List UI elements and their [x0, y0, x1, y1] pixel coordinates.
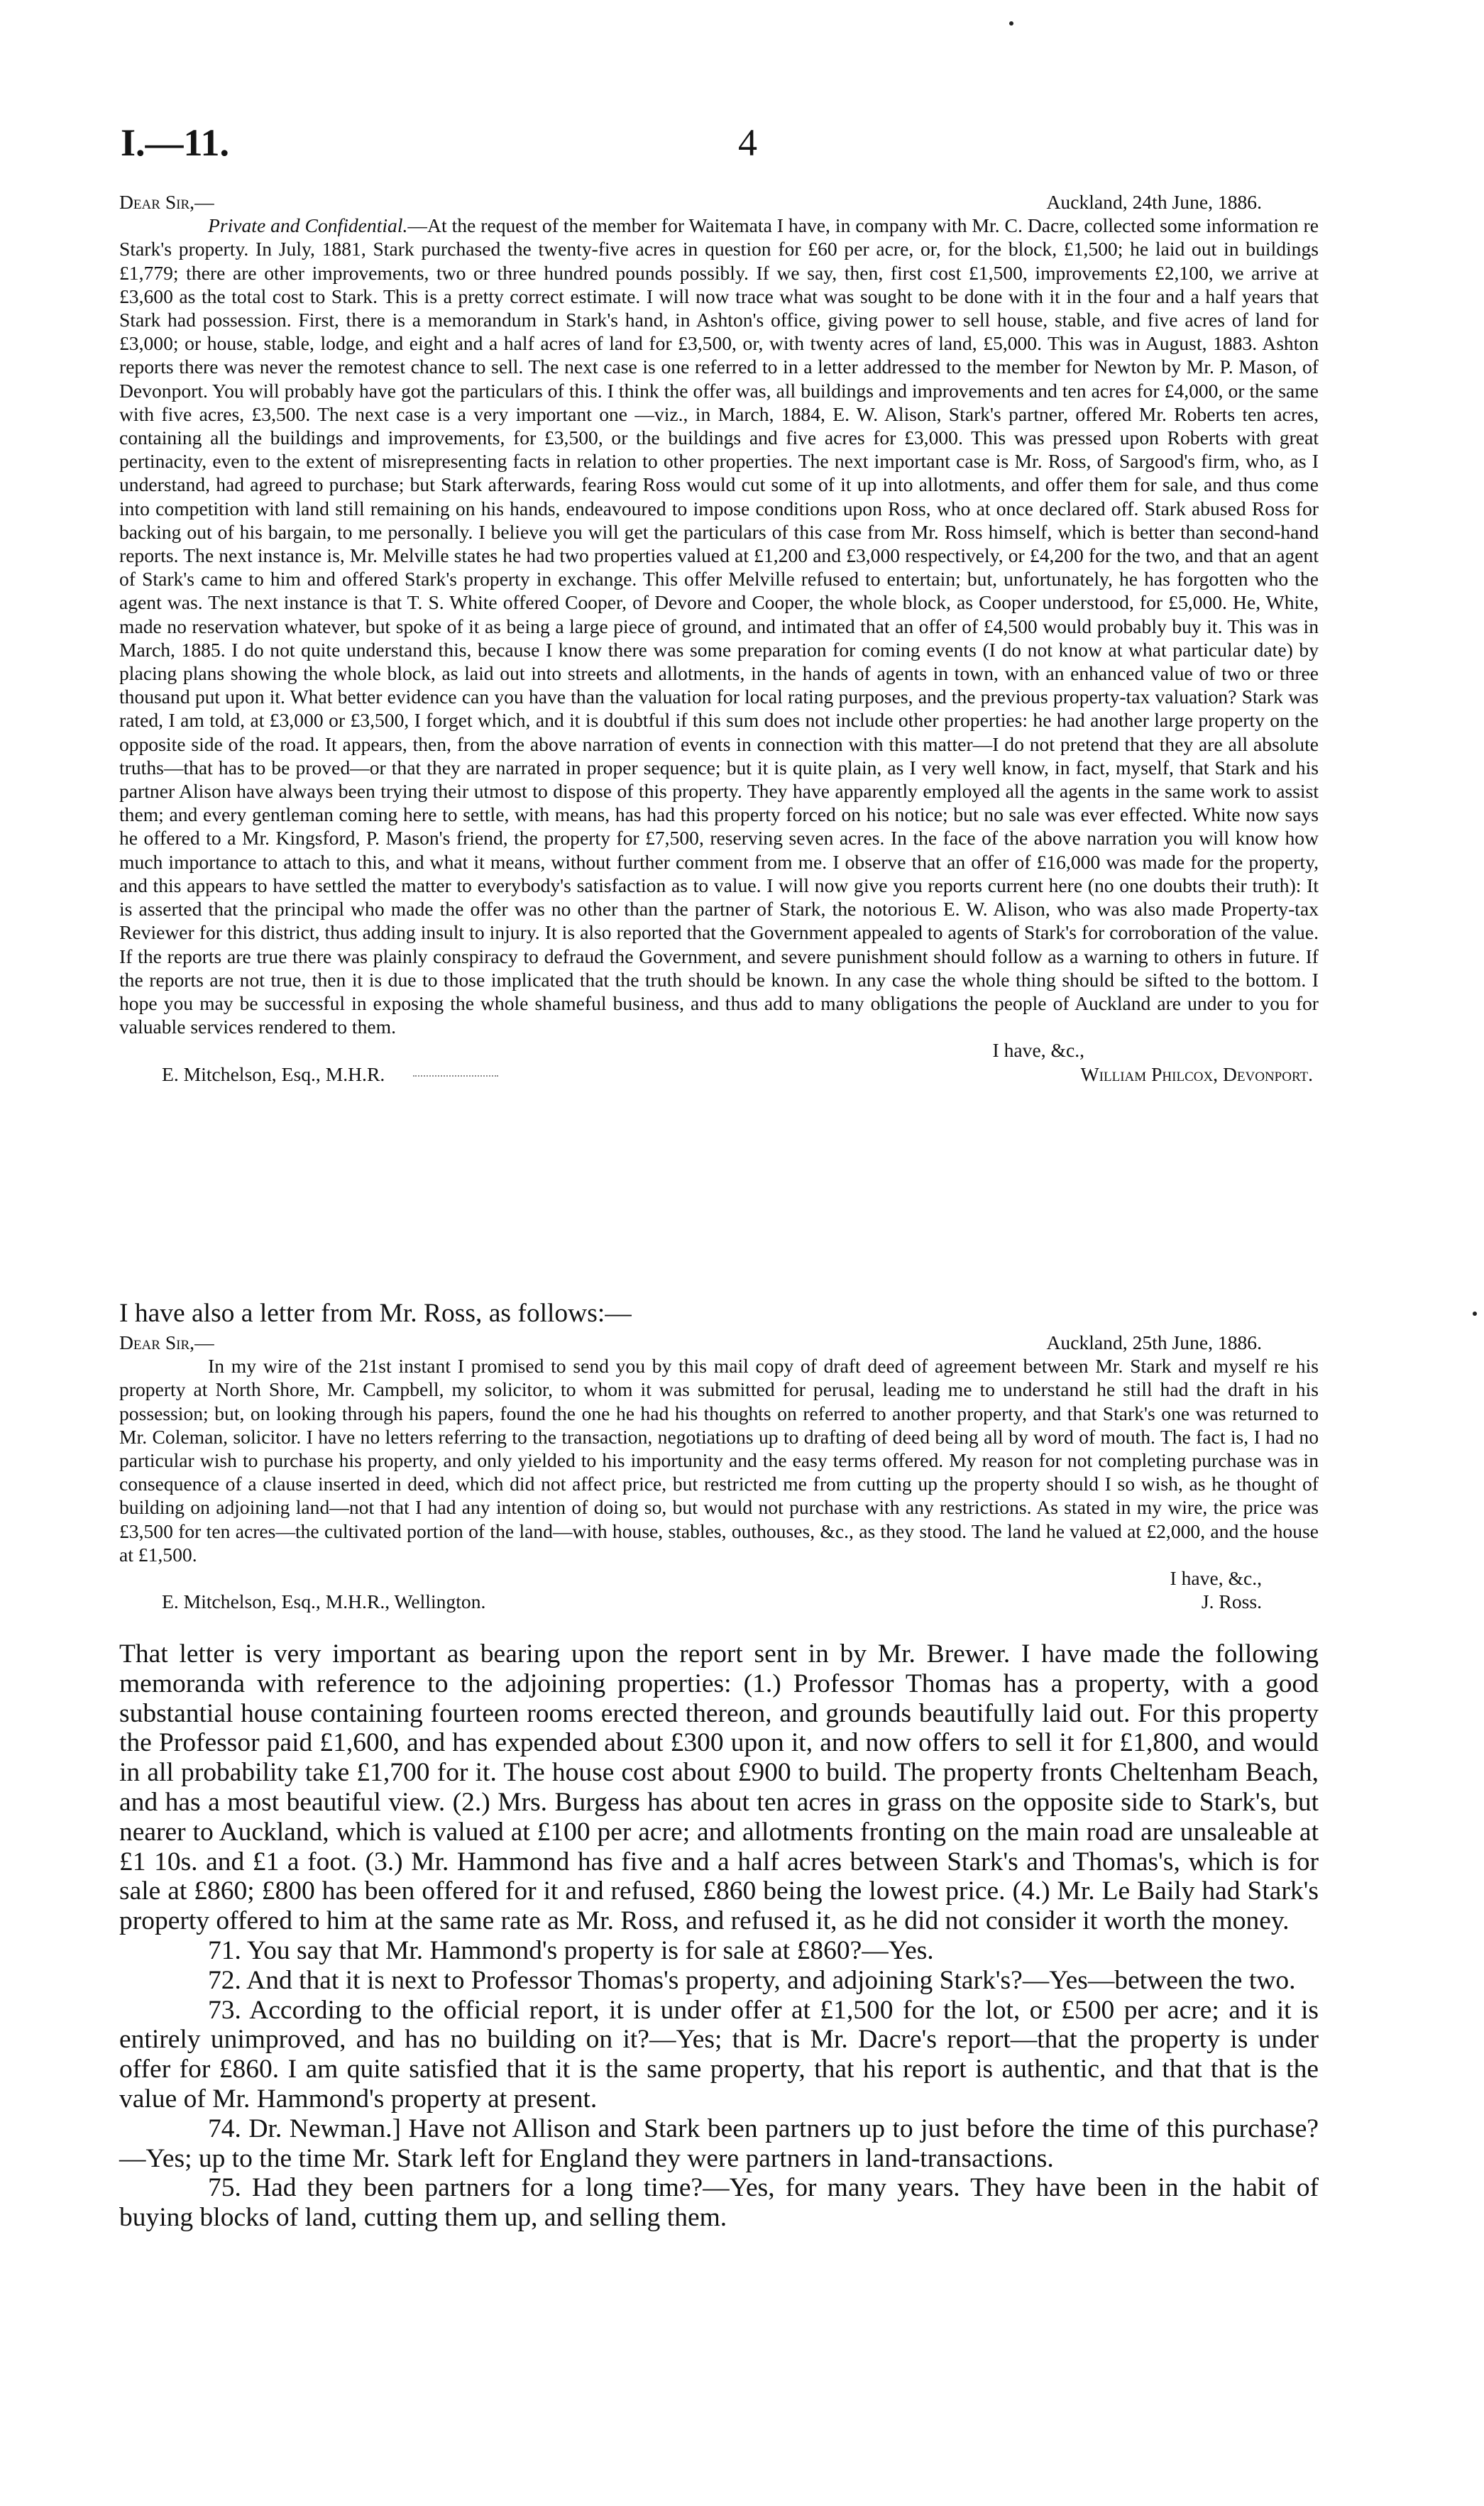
lead-italic: Private and Confidential.: [208, 214, 408, 237]
signature: J. Ross.: [1201, 1590, 1262, 1613]
question-71: 71. You say that Mr. Hammond's property is for sale at £860?—Yes.: [208, 1935, 934, 1965]
question-73: 73. According to the official report, it is under offer at £1,500 for the lot, or £500 per acre; and it is entirely unimproved, and has no building on it?—Yes; that is Mr. Dacre's report—that the property is under offer for £860. I am quite satisfied that it is the same property, that his report is authentic, and that that is the value of Mr. Hammond's property at present.: [119, 1995, 1319, 2114]
salutation: Dear Sir,—: [119, 1331, 214, 1353]
signature: William Philcox, Devonport.: [1080, 1062, 1313, 1085]
salutation: Dear Sir,—: [119, 191, 214, 213]
letter-paragraph: —At the request of the member for Waitemata I have, in company with Mr. C. Dacre, collected some information re Stark's property. In July, 1881, Stark purchased the twenty-five acres in question for £60 per acre, or, for the block, £1,500; he laid out in buildings £1,779; there are other improvements, two or three hundred pounds possibly. If we say, then, first cost £1,500, improvements £2,100, we arrive at £3,600 as the total cost to Stark. This is a pretty correct estimate. I will now trace what was sought to be done with it in the four and a half years that Stark had possession. First, there is a memorandum in Stark's hand, in Ashton's office, giving power to sell house, stable, and five acres of land for £3,000; or house, stable, lodge, and eight and a half acres of land for £3,500, or, with twenty acres of land, £5,000. This was in August, 1883. Ashton reports there was never the remotest chance to sell. The next case is one referred to in a letter addressed to the member for Newton by Mr. P. Mason, of Devonport. You will probably have got the particulars of this. I think the offer was, all buildings and improvements and ten acres for £4,000, or the same with five acres, £3,500. The next case is a very important one —viz., in March, 1884, E. W. Alison, Stark's partner, offered Mr. Roberts ten acres, containing all the buildings and improvements, for £3,500, or the buildings and five acres for £3,000. This was pressed upon Roberts with great pertinacity, even to the extent of misrepresenting facts in relation to other properties. The next important case is Mr. Ross, of Sargood's firm, who, as I understand, had agreed to purchase; but Stark afterwards, fearing Ross would cut some of it up into allotments, and offer them for sale, and thus come into competition with land still remaining on his hands, endeavoured to impose conditions upon Ross, who at once declared off. Stark abused Ross for backing out of his bargain, to me personally. I believe you will get the particulars of this case from Mr. Ross himself, which is better than second-hand reports. The next instance is, Mr. Melville states he had two properties valued at £1,200 and £3,000 respectively, or £4,200 for the two, and that an agent of Stark's came to him and offered Stark's property in exchange. This offer Melville refused to entertain; but, unfortunately, he has forgotten who the agent was. The next instance is that T. S. White offered Cooper, of Devore and Cooper, the whole block, as Cooper understood, for £5,000. He, White, made no reservation whatever, but spoke of it as being a large piece of ground, and intimated that an offer of £4,500 would probably buy it. This was in March, 1885. I do not quite understand this, because I know there was some preparation for coming events (I do not know at what particular date) by placing plans showing the whole block, as laid out into streets and allotments, in the hands of agents in town, with an enhanced value of two or three thousand put upon it. What better evidence can you have than the valuation for local rating purposes, and the previous property-tax valuation? Stark was rated, I am told, at £3,000 or £3,500, I forget which, and it is doubtful if this sum does not include other properties: he had another large property on the opposite side of the road. It appears, then, from the above narration of events in connection with this matter—I do not pretend that they are all absolute truths—that has to be proved—or that they are narrated in proper sequence; but it is quite plain, as I very well know, in fact, myself, that Stark and his partner Alison have always been trying their utmost to dispose of this property. They have apparently employed all the agents in the same work to assist them; and every gentleman coming here to settle, with means, has had this property forced on his notice; but no sale was ever effected. White now says he offered to a Mr. Kingsford, P. Mason's friend, the property for £7,500, reserving seven acres. In the face of the above narration you will know how much importance to attach to this, and what it means, without further comment from me. I observe that an offer of £16,000 was made for the property, and this appears to have settled the matter to everybody's satisfaction as to value. I will now give you reports current here (no one doubts their truth): It is asserted that the principal who made the offer was no other than the partner of Stark, the notorious E. W. Alison, who was also made Property-tax Reviewer for this district, thus adding insult to injury. It is also reported that the Government appealed to agents of Stark's for corroboration of the value. If the reports are true there was plainly conspiracy to defraud the Government, and severe punishment should follow as a warning to others in future. If the reports are not true, then it is due to those implicated that the truth should be known. In any case the whole thing should be sifted to the bottom. I hope you may be successful in exposing the whole shameful business, and thus add to many obligations the people of Auckland are under to you for valuable services rendered to them.: [119, 214, 1319, 1038]
letter-footer: [119, 1062, 1319, 1086]
question-72: 72. And that it is next to Professor Thomas's property, and adjoining Stark's?—Yes—between the two.: [208, 1965, 1296, 1995]
closing: I have, &c.,: [992, 1039, 1084, 1062]
letter-body: [119, 214, 1319, 1038]
letter-footer: [119, 1590, 1319, 1613]
document-code: I.—11.: [121, 121, 230, 164]
speck: [1009, 21, 1013, 26]
addressee: E. Mitchelson, Esq., M.H.R.: [162, 1062, 498, 1086]
speck: [1473, 1312, 1477, 1316]
question-74: 74. Dr. Newman.] Have not Allison and Stark been partners up to just before the time of this purchase?—Yes; up to the time Mr. Stark left for England they were partners in land-transactions.: [119, 2114, 1319, 2173]
closing: I have, &c.,: [1170, 1567, 1262, 1590]
addressee: E. Mitchelson, Esq., M.H.R., Wellington.: [162, 1590, 486, 1613]
letter-heading: [119, 1331, 1319, 1354]
letter-heading: [119, 190, 1319, 214]
letter-ross: [119, 1331, 1319, 1613]
memoranda-paragraph: That letter is very important as bearing upon the report sent in by Mr. Brewer. I have made the following memoranda with reference to the adjoining properties: (1.) Professor Thomas has a property, with a good substantial house containing fourteen rooms erected thereon, and grounds beautifully laid out. For this property the Professor paid £1,600, and has expended about £300 upon it, and now offers to sell it for £1,800, and would in all probability take £1,700 for it. The house cost about £900 to build. The property fronts Cheltenham Beach, and has a most beautiful view. (2.) Mrs. Burgess has about ten acres in grass on the opposite side to Stark's, but nearer to Auckland, which is valued at £100 per acre; and allotments fronting on the main road are unsaleable at £1 10s. and £1 a foot. (3.) Mr. Hammond has five and a half acres between Stark's and Thomas's, which is for sale at £860; £800 has been offered for it and refused, £860 being the lowest price. (4.) Mr. Le Baily had Stark's property offered to him at the same rate as Mr. Ross, and refused it, as he did not consider it worth the money.: [119, 1639, 1319, 1936]
main-text: [119, 1639, 1319, 2233]
place-date: Auckland, 24th June, 1886.: [1046, 191, 1262, 213]
page-number: 4: [738, 121, 757, 164]
place-date: Auckland, 25th June, 1886.: [1046, 1331, 1262, 1353]
question-75: 75. Had they been partners for a long time?—Yes, for many years. They have been in the habit of buying blocks of land, cutting them up, and selling them.: [119, 2173, 1319, 2233]
rule-dash: [413, 1075, 498, 1077]
letter-body: In my wire of the 21st instant I promised to send you by this mail copy of draft deed of agreement between Mr. Stark and myself re his property at North Shore, Mr. Campbell, my solicitor, to whom it was submitted for perusal, leading me to understand he still had the draft in his possession; but, on looking through his papers, found the one he had his thoughts on referred to another property, and that Stark's one was returned to Mr. Coleman, solicitor. I have no letters referring to the transaction, negotiations up to drafting of deed being all by word of mouth. The fact is, I had no particular wish to purchase his property, and only yielded to his importunity and the easy terms offered. My reason for not completing purchase was in consequence of a clause inserted in deed, which did not affect price, but restricted me from cutting up the property should I so wish, as he thought of building on adjoining land—not that I had any intention of doing so, but would not purchase with any restrictions. As stated in my wire, the price was £3,500 for ten acres—the cultivated portion of the land—with house, stables, outhouses, &c., as they stood. The land he valued at £2,000, and the house at £1,500.: [119, 1355, 1319, 1566]
intro-ross: I have also a letter from Mr. Ross, as follows:—: [119, 1299, 632, 1328]
letter-philcox: [119, 190, 1319, 1086]
